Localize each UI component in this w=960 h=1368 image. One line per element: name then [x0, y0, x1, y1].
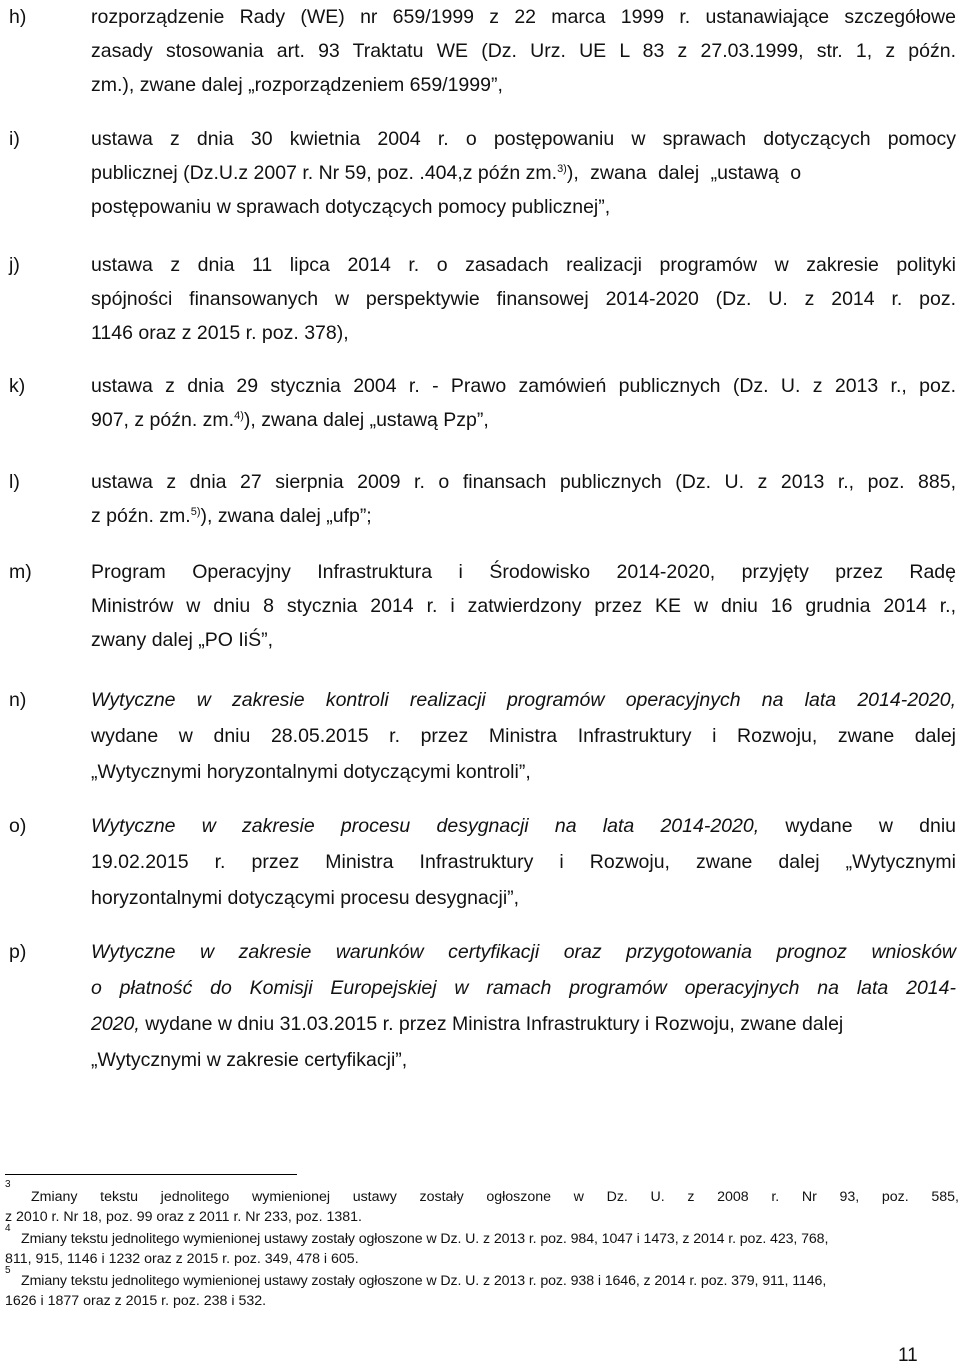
footnote-ref: 5)	[190, 506, 201, 518]
footnote-ref: 4)	[234, 410, 244, 422]
item-line: Ministrów w dniu 8 stycznia 2014 r. i zatwierdzony przez KE w dniu 16 grudnia 2014 r.,	[91, 595, 956, 617]
item-line	[91, 156, 956, 190]
item-line: 1146 oraz z 2015 r. poz. 378),	[91, 322, 349, 344]
item-line: Wytyczne w zakresie kontroli realizacji programów operacyjnych na lata 2014-2020,	[91, 689, 956, 711]
item-line: rozporządzenie Rady (WE) nr 659/1999 z 22 marca 1999 r. ustanawiające szczegółowe	[91, 6, 956, 28]
footnote-line: Zmiany tekstu jednolitego wymienionej ustawy zostały ogłoszone w Dz. U. z 2013 r. poz. 984, 1047 i 1473, z 2014 r. poz. 423, 768,	[21, 1231, 829, 1247]
item-line: wydane w dniu 28.05.2015 r. przez Ministra Infrastruktury i Rozwoju, zwane dalej	[91, 725, 956, 747]
footnote-line: z 2010 r. Nr 18, poz. 99 oraz z 2011 r. Nr 233, poz. 1381.	[5, 1209, 362, 1225]
item-line: „Wytycznymi horyzontalnymi dotyczącymi kontroli”,	[91, 761, 531, 783]
item-line: 19.02.2015 r. przez Ministra Infrastruktury i Rozwoju, zwane dalej „Wytycznymi	[91, 851, 956, 873]
footnote-separator	[5, 1174, 297, 1175]
item-line: „Wytycznymi w zakresie certyfikacji”,	[91, 1049, 408, 1071]
footnote-number: 4	[5, 1223, 11, 1234]
item-line: zm.), zwane dalej „rozporządzeniem 659/1999”,	[91, 74, 503, 96]
item-line-text: Wytyczne w zakresie procesu desygnacji na lata 2014-2020,	[91, 815, 760, 837]
item-marker: o)	[9, 815, 27, 837]
item-line: zwany dalej „PO IiŚ”,	[91, 629, 274, 651]
item-line-text: z późn. zm.	[91, 505, 191, 527]
item-line: ustawa z dnia 27 sierpnia 2009 r. o finansach publicznych (Dz. U. z 2013 r., poz. 885,	[91, 471, 956, 493]
item-line-text: wydane w dniu 31.03.2015 r. przez Ministra Infrastruktury i Rozwoju, zwane dalej	[139, 1013, 844, 1035]
item-line-text: ), zwana dalej „ustawą o	[566, 162, 802, 184]
item-line	[91, 809, 956, 843]
item-line: zasady stosowania art. 93 Traktatu WE (Dz. Urz. UE L 83 z 27.03.1999, str. 1, z późn.	[91, 40, 956, 62]
item-line: horyzontalnymi dotyczącymi procesu desygnacji”,	[91, 887, 520, 909]
footnote-line: Zmiany tekstu jednolitego wymienionej ustawy zostały ogłoszone w Dz. U. z 2013 r. poz. 938 i 1646, z 2014 r. poz. 379, 911, 1146,	[21, 1273, 827, 1289]
item-marker: j)	[9, 254, 20, 276]
item-line-text: publicznej (Dz.U.z 2007 r. Nr 59, poz. .404,z późn zm.	[91, 162, 558, 184]
footnote-number: 5	[5, 1265, 11, 1276]
footnote-line: 1626 i 1877 oraz z 2015 r. poz. 238 i 532.	[5, 1293, 267, 1309]
item-line	[91, 1007, 956, 1041]
footnote-number: 3	[5, 1179, 11, 1190]
item-marker: m)	[9, 561, 32, 583]
item-marker: p)	[9, 941, 27, 963]
item-line-text: ), zwana dalej „ustawą Pzp”,	[243, 409, 489, 431]
item-line: ustawa z dnia 11 lipca 2014 r. o zasadach realizacji programów w zakresie polityki	[91, 254, 956, 276]
item-line: Program Operacyjny Infrastruktura i Środowisko 2014-2020, przyjęty przez Radę	[91, 561, 956, 583]
item-line: ustawa z dnia 30 kwietnia 2004 r. o postępowaniu w sprawach dotyczących pomocy	[91, 128, 956, 150]
item-line: postępowaniu w sprawach dotyczących pomocy publicznej”,	[91, 196, 611, 218]
item-line-text: 2020,	[91, 1013, 140, 1035]
footnote-line: 811, 915, 1146 i 1232 oraz z 2015 r. poz. 349, 478 i 605.	[5, 1251, 359, 1267]
page-number: 11	[898, 1345, 918, 1366]
item-line: ustawa z dnia 29 stycznia 2004 r. - Prawo zamówień publicznych (Dz. U. z 2013 r., poz.	[91, 375, 956, 397]
item-line: o płatność do Komisji Europejskiej w ramach programów operacyjnych na lata 2014-	[91, 977, 956, 999]
footnote-line: Zmiany tekstu jednolitego wymienionej ustawy zostały ogłoszone w Dz. U. z 2008 r. Nr 93, poz. 585,	[31, 1189, 959, 1205]
item-line	[91, 499, 956, 533]
item-line: Wytyczne w zakresie warunków certyfikacji oraz przygotowania prognoz wniosków	[91, 941, 956, 963]
item-line-text: ), zwana dalej „ufp”;	[200, 505, 372, 527]
item-marker: i)	[9, 128, 20, 150]
item-marker: k)	[9, 375, 26, 397]
item-marker: n)	[9, 689, 27, 711]
item-line	[91, 403, 956, 437]
item-line-text: wydane w dniu	[759, 815, 956, 837]
item-marker: l)	[9, 471, 20, 493]
item-line: spójności finansowanych w perspektywie finansowej 2014-2020 (Dz. U. z 2014 r. poz.	[91, 288, 956, 310]
footnote-ref: 3)	[557, 163, 567, 175]
item-line-text: 907, z późn. zm.	[91, 409, 235, 431]
item-marker: h)	[9, 6, 27, 28]
